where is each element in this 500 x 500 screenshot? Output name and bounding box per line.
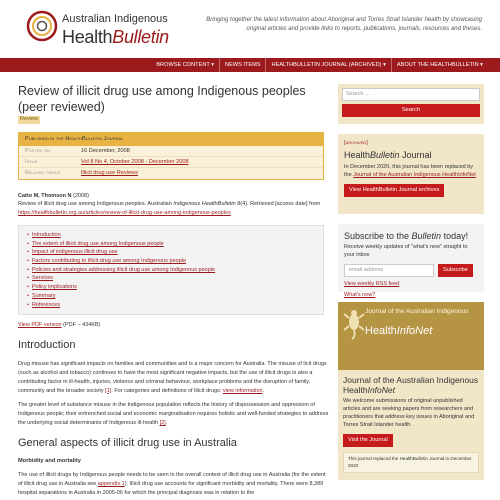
logo-text-top: Australian Indigenous: [62, 13, 168, 25]
whats-new-link[interactable]: What's new?: [344, 291, 376, 298]
related-topics-link[interactable]: Illicit drug use Reviews: [81, 170, 138, 177]
logo-circle-icon: [26, 10, 58, 42]
intro-p1-text: Drug misuse has significant impacts on families and communities and is a major concern for Australia. The misuse of licit drugs (such as alcohol and tobacco) continues to have the most significant negative impacts, but the use of illicit drugs is also a contributing factor in ill-health, injuries, violence and criminal behaviour, workplace problems and the disruption of family, community and the broader society: [18, 361, 327, 394]
citation-journal: Indigenous HealthBulletin: [173, 201, 236, 208]
infonet-title-b: InfoNet: [367, 385, 395, 396]
citation-url[interactable]: https://healthbulletin.org.au/articles/review-of-illicit-drug-use-among-indigenous-peoples: [18, 209, 231, 216]
logo-text-bottom: [62, 24, 169, 50]
sub-title-c: today!: [441, 231, 469, 241]
toc-item[interactable]: • Policies and strategies addressing illicit drug use among Indigenous people: [27, 266, 315, 275]
posted-row: [19, 146, 323, 157]
subscribe-title: [344, 230, 478, 243]
toc-item[interactable]: • Summary: [27, 292, 315, 301]
infonet-logo-big: [365, 324, 432, 340]
publication-heading: Published in the HealthBulletin Journal: [19, 133, 323, 146]
journal-text-1: In December 2020, this journal has been replaced by the: [344, 164, 474, 179]
subscribe-button[interactable]: Subscribe: [438, 264, 473, 277]
intro-paragraph-1: Drug misuse has significant impacts on families and communities and is a major concern for Australia. The misuse of licit drugs (such as alcohol and tobacco) continues to have the most significant negative impacts, but the use of illicit drugs is also a contributing factor in ill-health, injuries, violence and criminal behaviour, workplace problems and the disruption of family, community and the broader society [1]. For categories and definitions of illicit drugs: view information.: [18, 361, 327, 394]
email-field[interactable]: email address: [344, 264, 434, 277]
journal-title-b: Bulletin: [370, 149, 400, 160]
journal-title-c: Journal: [399, 149, 432, 160]
toc-item[interactable]: • References: [27, 301, 315, 310]
toc-item[interactable]: • Introduction: [27, 231, 315, 240]
section-heading: General aspects of illicit drug use in Australia: [18, 436, 237, 449]
sub-title-b: Bulletin: [411, 231, 442, 241]
search-input[interactable]: Search ...: [342, 88, 480, 101]
toc-item[interactable]: • Policy implications: [27, 283, 315, 292]
page-title: Review of illicit drug use among Indigenous peoples (peer reviewed): [18, 84, 306, 114]
subsection-heading: Morbidity and mortality: [18, 457, 81, 464]
view-information-link[interactable]: view information: [222, 387, 263, 394]
citation-text-1: Review of illicit drug use among Indigenous peoples. Australian: [18, 201, 174, 208]
nav-news-items[interactable]: NEWS ITEMS: [219, 58, 265, 72]
toc-item[interactable]: • Services: [27, 274, 315, 283]
toc-item[interactable]: • Factors contributing to illicit drug use among Indigenous people: [27, 257, 315, 266]
citation-text-2: 8(4). Retrieved [access date] from: [235, 201, 321, 208]
logo-health: Health: [62, 27, 113, 47]
infonet-text: We welcome submissions of original unpublished articles and are seeking papers from researchers and practitioners that address key issues in Aboriginal and Torres Strait Islander health.: [343, 398, 475, 429]
issue-link[interactable]: Vol 8 No 4, October 2008 - December 2008: [81, 159, 189, 166]
table-of-contents: [18, 225, 324, 315]
journal-title: [344, 149, 478, 162]
journal-archives-button[interactable]: View HealthBulletin Journal archives: [344, 184, 444, 197]
nav-healthbulletin-journal[interactable]: HEALTHBULLETIN JOURNAL (ARCHIVED) ▾: [265, 58, 390, 72]
toc-item[interactable]: • Impact of indigenous illicit drug use: [27, 248, 315, 257]
infonet-note: This journal replaced the HealthBulletin Journal in December 2020: [343, 452, 479, 473]
related-topics-label: Related topics: [25, 170, 61, 177]
infonet-big-a: Health: [365, 325, 397, 337]
nav-browse-content[interactable]: BROWSE CONTENT ▾: [156, 62, 215, 68]
journal-infonet-link[interactable]: Journal of the Australian Indigenous HealthInfoNet: [353, 172, 476, 179]
ref-link-2[interactable]: [2]: [159, 419, 166, 426]
subscribe-text: Receive weekly updates of "what's new" straight to your inbox: [344, 244, 468, 259]
infonet-title-a: Journal of the Australian Indigenous Health: [343, 375, 479, 396]
citation-year: (2008): [73, 193, 89, 200]
review-tag[interactable]: Review: [20, 116, 39, 123]
main-nav: [0, 58, 500, 72]
posted-value: 16 December, 2008: [81, 148, 130, 155]
search-button[interactable]: Search: [342, 104, 480, 117]
archived-label: [archived]: [344, 140, 368, 146]
journal-text: [344, 163, 478, 180]
intro-p2-text: The greater level of substance misuse in the Indigenous population reflects the history of dispossession and oppression of Indigenous people; their entrenched social and economic marginalisation requires holistic and well-funded strategies to address the underlying social determinants of Indigenous ill-health: [18, 402, 329, 426]
intro-heading: Introduction: [18, 339, 76, 352]
infonet-title: [343, 375, 479, 395]
subscribe-panel: [338, 224, 484, 298]
sidebar: [338, 84, 484, 480]
journal-archive-panel: [338, 134, 484, 214]
intro-paragraph-2: The greater level of substance misuse in the Indigenous population reflects the history of dispossession and oppression of Indigenous people; their entrenched social and economic marginalisation requires holistic and well-funded strategies to address the underlying social determinants of Indigenous ill-health [2].: [18, 402, 329, 426]
p3-text-b: ). Illicit drug use accounts for significant morbidity and mortality. There were 8,389 hospital separations in Australia in 2005-06 for which the principal diagnosis was in relation to the: [18, 480, 324, 496]
site-logo[interactable]: [26, 10, 196, 46]
publication-info-box: [18, 132, 324, 180]
section-paragraph: [18, 471, 330, 497]
lizard-icon: [343, 308, 365, 340]
rss-feed-link[interactable]: View weekly RSS feed: [344, 280, 400, 287]
pdf-line: [18, 322, 330, 330]
issue-label: Issue: [25, 159, 38, 166]
site-header: [0, 0, 500, 56]
logo-bulletin: Bulletin: [112, 27, 169, 47]
search-panel: [338, 84, 484, 124]
appendix-link[interactable]: appendix 1: [97, 480, 125, 487]
p3-text: The use of illicit drugs by Indigenous people needs to be seen in the overall context of illicit drug use in Australia (for the extent of illicit drug use in Australia see: [18, 471, 326, 487]
visit-journal-button[interactable]: Visit the Journal: [343, 434, 393, 447]
citation: [18, 192, 330, 217]
ref-link-1[interactable]: [1]: [105, 387, 112, 394]
intro-p1-text-b: . For categories and definitions of illicit drugs:: [111, 387, 223, 394]
infonet-logo-small: Journal of the Australian Indigenous: [365, 308, 469, 315]
related-topics-row: [19, 168, 323, 179]
infonet-banner: [338, 302, 484, 370]
pdf-size: (PDF – 434KB): [61, 322, 101, 329]
site-tagline: Bringing together the latest information about Aboriginal and Torres Strait Islander health by showcasing original articles and provide links to reports, publications, journals, resources and theses.: [206, 17, 482, 32]
posted-label: Posted on: [25, 148, 50, 155]
issue-row: [19, 157, 323, 168]
subscribe-form: [344, 264, 478, 277]
infonet-big-b: InfoNet: [396, 325, 433, 337]
sub-title-a: Subscribe to the: [344, 231, 412, 241]
main-content: [18, 84, 330, 497]
journal-title-a: Health: [344, 149, 371, 160]
toc-item[interactable]: • The extent of illicit drug use among Indigenous people: [27, 240, 315, 249]
pdf-link[interactable]: View PDF version: [18, 322, 62, 329]
nav-about[interactable]: ABOUT THE HEALTHBULLETIN ▾: [391, 58, 488, 72]
citation-authors: Catto M, Thomson N: [18, 193, 72, 200]
infonet-journal-panel: [338, 302, 484, 480]
